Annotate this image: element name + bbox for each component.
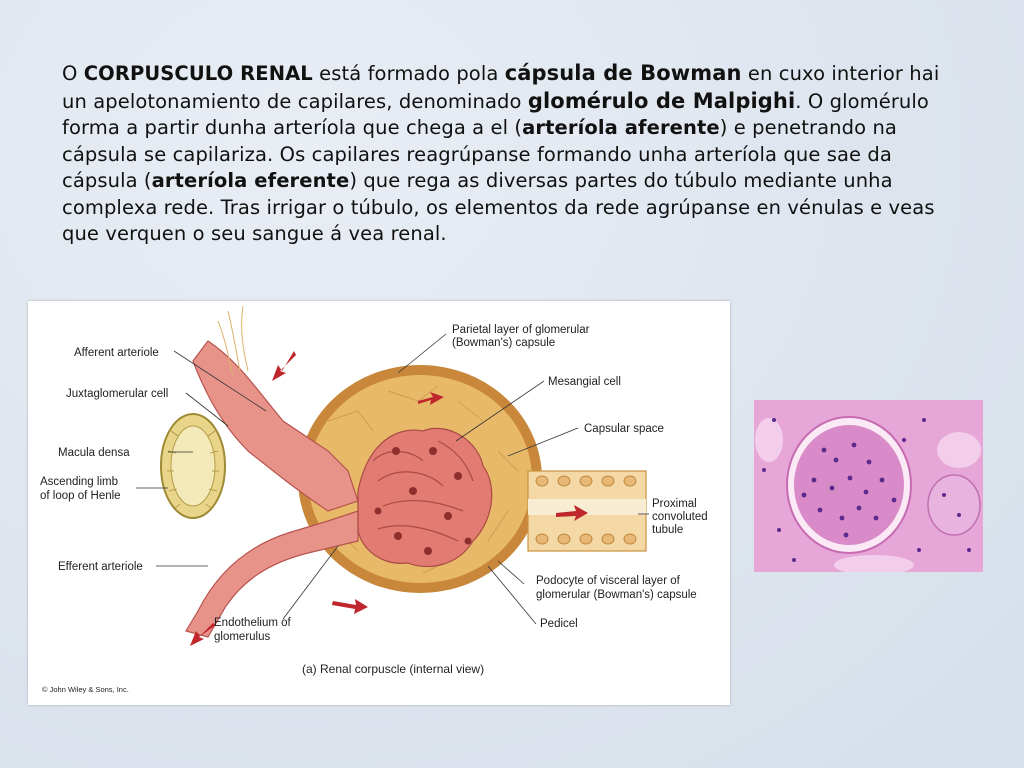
label-juxtaglomerular-cell: Juxtaglomerular cell: [66, 388, 169, 400]
copyright: © John Wiley & Sons, Inc.: [42, 685, 129, 694]
term-capsula-bowman: cápsula de Bowman: [504, 61, 742, 85]
label-loop-of-henle: Ascending limb of loop of Henle: [40, 476, 121, 502]
term-arteriola-eferente: arteríola eferente: [151, 169, 350, 192]
label-macula-densa: Macula densa: [58, 447, 130, 459]
histology-micrograph: [754, 400, 983, 572]
label-proximal-tubule: Proximal convoluted tubule: [652, 498, 708, 536]
label-pedicel: Pedicel: [540, 618, 578, 630]
label-mesangial-cell: Mesangial cell: [548, 376, 621, 388]
label-parietal-layer: Parietal layer of glomerular (Bowman's) capsule: [452, 324, 590, 349]
label-capsular-space: Capsular space: [584, 423, 664, 435]
label-podocyte: Podocyte of visceral layer of glomerular (Bowman's) capsule: [536, 575, 697, 601]
figure-caption: (a) Renal corpuscle (internal view): [302, 662, 485, 676]
term-corpusculo-renal: CORPUSCULO RENAL: [83, 62, 313, 85]
renal-corpuscle-diagram: [28, 301, 730, 705]
macula-densa: [161, 414, 225, 518]
proximal-tubule: [528, 471, 646, 551]
label-endothelium: Endothelium of glomerulus: [214, 617, 291, 643]
label-efferent-arteriole: Efferent arteriole: [58, 561, 143, 573]
term-arteriola-aferente: arteríola aferente: [522, 116, 720, 139]
term-glomerulo-malpighi: glomérulo de Malpighi: [527, 88, 796, 113]
label-afferent-arteriole: Afferent arteriole: [74, 347, 159, 359]
description-paragraph: O CORPUSCULO RENAL está formado pola cápsula de Bowman en cuxo interior hai un apelotonamiento de capilares, denominado glomérulo de Malpighi. O glomérulo forma a partir dunha arteríola que chega a el (arteríola aferente) e penetrando na cápsula se capilariza. Os capilares reagrúpanse formando unha arteríola que sae da cápsula (arteríola eferente) que rega as diversas partes do túbulo mediante unha complexa rede. Tras irrigar o túbulo, os elementos da rede agrúpanse en vénulas e veas que verquen o seu sangue á vea renal.: [62, 61, 940, 245]
